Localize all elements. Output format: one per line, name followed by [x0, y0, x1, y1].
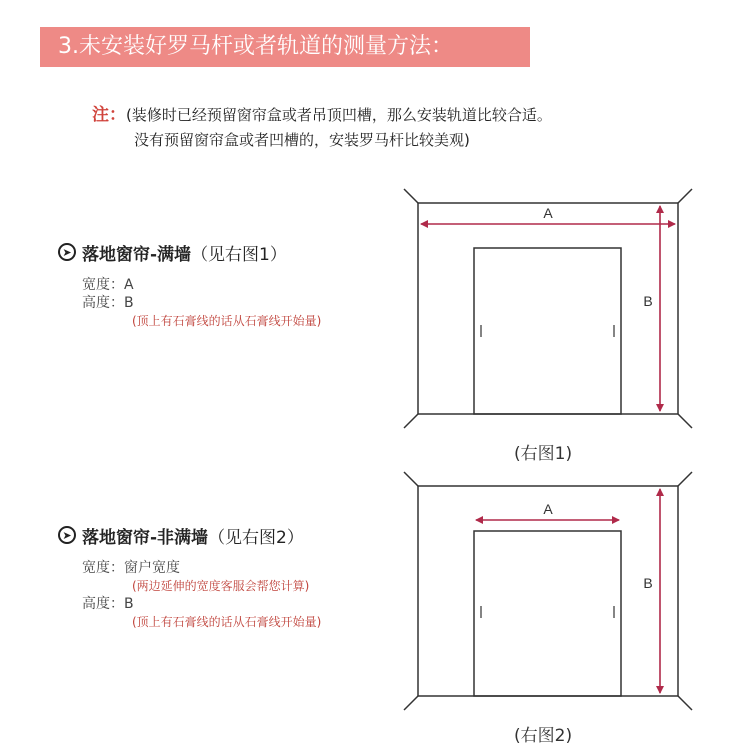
- window-frame-1: [474, 248, 621, 414]
- height-note: (顶上有石膏线的话从石膏线开始量): [132, 615, 322, 629]
- corner-line: [404, 696, 418, 710]
- width-note: (两边延伸的宽度客服会帮您计算): [132, 579, 310, 593]
- height-note: (顶上有石膏线的话从石膏线开始量): [132, 314, 322, 328]
- width-label: 宽度：: [82, 560, 124, 576]
- corner-line: [678, 472, 692, 486]
- note-line-1: (装修时已经预留窗帘盒或者吊顶凹槽，那么安装轨道比较合适。: [126, 106, 552, 124]
- width-value: 窗户宽度: [124, 560, 180, 576]
- height-label: 高度：: [82, 596, 124, 612]
- height-label: 高度：: [82, 295, 124, 311]
- measure-a-label-2: A: [543, 501, 553, 517]
- note-line-2: 没有预留窗帘盒或者凹槽的，安装罗马杆比较美观): [134, 131, 470, 149]
- height-value: B: [124, 596, 134, 612]
- section-2-title-text: 落地窗帘-非满墙: [82, 527, 209, 548]
- corner-line: [678, 696, 692, 710]
- section-1-title-text: 落地窗帘-满墙: [82, 244, 192, 265]
- diagram-1-caption: (右图1): [514, 444, 573, 464]
- corner-line: [404, 189, 418, 203]
- corner-line: [678, 414, 692, 428]
- page-title: 3.未安装好罗马杆或者轨道的测量方法：: [58, 34, 453, 59]
- measure-b-label-1: B: [643, 293, 653, 309]
- width-label: 宽度：: [82, 277, 124, 293]
- section-1-title-note: （见右图1）: [191, 244, 287, 265]
- section-2-title-note: （见右图2）: [208, 527, 304, 548]
- chevron-right-icon: ➤: [58, 526, 76, 544]
- chevron-right-icon: ➤: [58, 243, 76, 261]
- corner-line: [678, 189, 692, 203]
- measure-a-label-1: A: [543, 205, 553, 221]
- room-wall-2: [418, 486, 678, 696]
- note-label: 注：: [92, 105, 126, 125]
- measure-b-label-2: B: [643, 575, 653, 591]
- room-wall-1: [418, 203, 678, 414]
- corner-line: [404, 472, 418, 486]
- height-value: B: [124, 295, 134, 311]
- corner-line: [404, 414, 418, 428]
- window-frame-2: [474, 531, 621, 696]
- width-value: A: [124, 277, 134, 293]
- diagram-2-caption: (右图2): [514, 726, 573, 746]
